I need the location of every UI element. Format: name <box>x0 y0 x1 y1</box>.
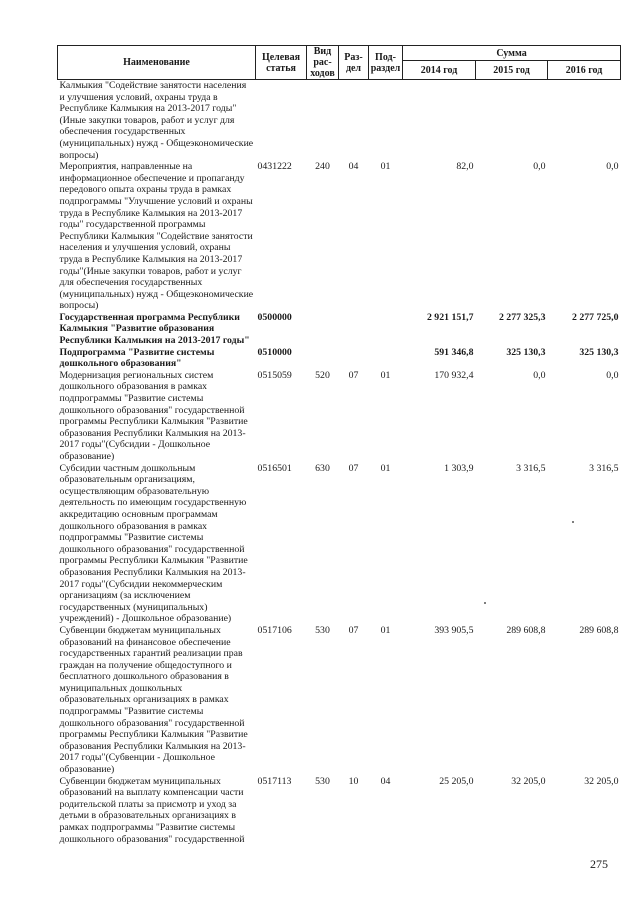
table-row <box>58 312 621 347</box>
row-kind <box>307 347 339 370</box>
header-target: Целевая статья <box>256 46 307 80</box>
table-row <box>58 625 621 776</box>
row-code <box>256 80 307 162</box>
row-code: 0516501 <box>257 462 292 474</box>
row-subsection: 01 <box>380 161 391 173</box>
row-subsection <box>369 312 403 347</box>
row-kind: 630 <box>315 462 330 474</box>
row-subsection: 01 <box>380 369 391 381</box>
row-2015: 0,0 <box>533 369 546 381</box>
table-row <box>58 776 621 846</box>
row-2015: 0,0 <box>533 161 546 173</box>
table-row <box>58 370 621 463</box>
header-kind: Вид рас-ходов <box>307 46 339 80</box>
row-2014: 2 921 151,7 <box>426 311 474 323</box>
row-2015: 289 608,8 <box>506 624 546 636</box>
row-section <box>339 80 369 162</box>
row-name: Мероприятия, направленные на информационное обеспечение и пропаганду передового опыта охраны труда в рамках подпрограммы "Улучшение условий и охраны труда в Республике Калмыкия на 2013-2017 годы" государственной программы Республики Калмыкия "Содействие занятости населения и улучшения условий, охраны труда в Республике Калмыкия на 2013-2017 годы"(Иные закупки товаров, работ и услуг для обеспечения государственных (муниципальных) нужд - Общеэкономические вопросы) <box>59 161 254 312</box>
row-section: 07 <box>348 369 359 381</box>
row-section <box>339 312 369 347</box>
row-code: 0515059 <box>257 369 292 381</box>
page-number: 275 <box>590 857 608 871</box>
row-name: Субвенции бюджетам муниципальных образований на финансовое обеспечение государственных гарантий реализации прав граждан на получение общедоступного и бесплатного дошкольного образования в муниципальных дошкольных образовательных организациях в рамках подпрограммы "Развитие системы дошкольного образования" государственной программы Республики Калмыкия "Развитие образования Республики Калмыкия на 2013-2017 годы"(Субвенции - Дошкольное образование) <box>59 624 248 776</box>
row-code: 0500000 <box>257 311 292 323</box>
row-subsection: 04 <box>380 775 391 787</box>
row-2016: 32 205,0 <box>584 775 619 787</box>
row-2014 <box>403 80 476 162</box>
row-section: 04 <box>348 161 359 173</box>
row-2016: 2 277 725,0 <box>571 311 619 323</box>
row-2014: 591 346,8 <box>434 346 474 358</box>
row-2014: 25 205,0 <box>439 775 474 787</box>
row-kind: 530 <box>315 624 330 636</box>
row-section: 10 <box>348 775 359 787</box>
row-section: 07 <box>348 624 359 636</box>
budget-table <box>57 45 621 845</box>
row-2015: 3 316,5 <box>516 462 546 474</box>
row-section: 07 <box>348 462 359 474</box>
header-subsection: Под-раздел <box>369 46 403 80</box>
row-subsection <box>369 80 403 162</box>
row-kind: 520 <box>315 369 330 381</box>
scan-speck <box>572 521 574 523</box>
row-section <box>339 347 369 370</box>
row-code: 0517106 <box>257 624 292 636</box>
table-body <box>58 80 621 846</box>
row-name: Калмыкия "Содействие занятости населения и улучшения условий, охраны труда в Республике Калмыкия на 2013-2017 годы"(Иные закупки товаров, работ и услуг для обеспечения государственных (муниципальных) нужд - Общеэкономические вопросы) <box>59 80 254 161</box>
row-2014: 393 905,5 <box>434 624 474 636</box>
row-2015 <box>476 80 548 162</box>
row-2016: 0,0 <box>606 369 619 381</box>
row-kind <box>307 312 339 347</box>
row-code: 0510000 <box>257 346 292 358</box>
header-section: Раз-дел <box>339 46 369 80</box>
row-name: Подпрограмма "Развитие системы дошкольного образования" <box>59 346 215 370</box>
row-2016: 325 130,3 <box>579 346 619 358</box>
scan-speck <box>484 602 486 604</box>
row-2016: 3 316,5 <box>589 462 619 474</box>
row-2016: 289 608,8 <box>579 624 619 636</box>
header-sum: Сумма <box>403 46 621 61</box>
row-subsection: 01 <box>380 624 391 636</box>
row-name: Модернизация региональных систем дошкольного образования в рамках подпрограммы "Развитие системы дошкольного образования" государственной программы Республики Калмыкия "Развитие образования Республики Калмыкия на 2013-2017 годы"(Субсидии - Дошкольное образование) <box>59 369 248 462</box>
table-row <box>58 347 621 370</box>
row-name: Государственная программа Республики Калмыкия "Развитие образования Республики Калмыкия на 2013-2017 годы" <box>59 311 250 347</box>
row-kind: 240 <box>315 161 330 173</box>
row-2015: 2 277 325,3 <box>498 311 546 323</box>
row-2015: 325 130,3 <box>506 346 546 358</box>
row-2016: 0,0 <box>606 161 619 173</box>
table-row <box>58 463 621 625</box>
row-2016 <box>548 80 621 162</box>
row-subsection: 01 <box>380 462 391 474</box>
table-row <box>58 80 621 162</box>
header-2016: 2016 год <box>548 61 621 80</box>
row-2014: 1 303,9 <box>444 462 474 474</box>
row-2014: 170 932,4 <box>434 369 474 381</box>
row-kind: 530 <box>315 775 330 787</box>
header-2014: 2014 год <box>403 61 476 80</box>
row-2014: 82,0 <box>456 161 474 173</box>
row-code: 0517113 <box>257 775 292 787</box>
row-code: 0431222 <box>257 161 292 173</box>
row-name: Субсидии частным дошкольным образовательным организациям, осуществляющим образовательную деятельность по имеющим государственную аккредитацию основным программам дошкольного образования в рамках подпрограммы "Развитие системы дошкольного образования" государственной программы Республики Калмыкия "Развитие образования Республики Калмыкия на 2013-2017 годы"(Субсидии некоммерческим организациям (за исключением государственных (муниципальных) учреждений) - Дошкольное образование) <box>59 462 248 625</box>
row-name: Субвенции бюджетам муниципальных образований на выплату компенсации части родительской платы за присмотр и уход за детьми в образовательных организациях в рамках подпрограммы "Развитие системы дошкольного образования" государственной <box>59 775 245 845</box>
row-subsection <box>369 347 403 370</box>
header-name: Наименование <box>58 46 256 80</box>
row-2015: 32 205,0 <box>511 775 546 787</box>
row-kind <box>307 80 339 162</box>
table-row <box>58 161 621 312</box>
header-2015: 2015 год <box>476 61 548 80</box>
